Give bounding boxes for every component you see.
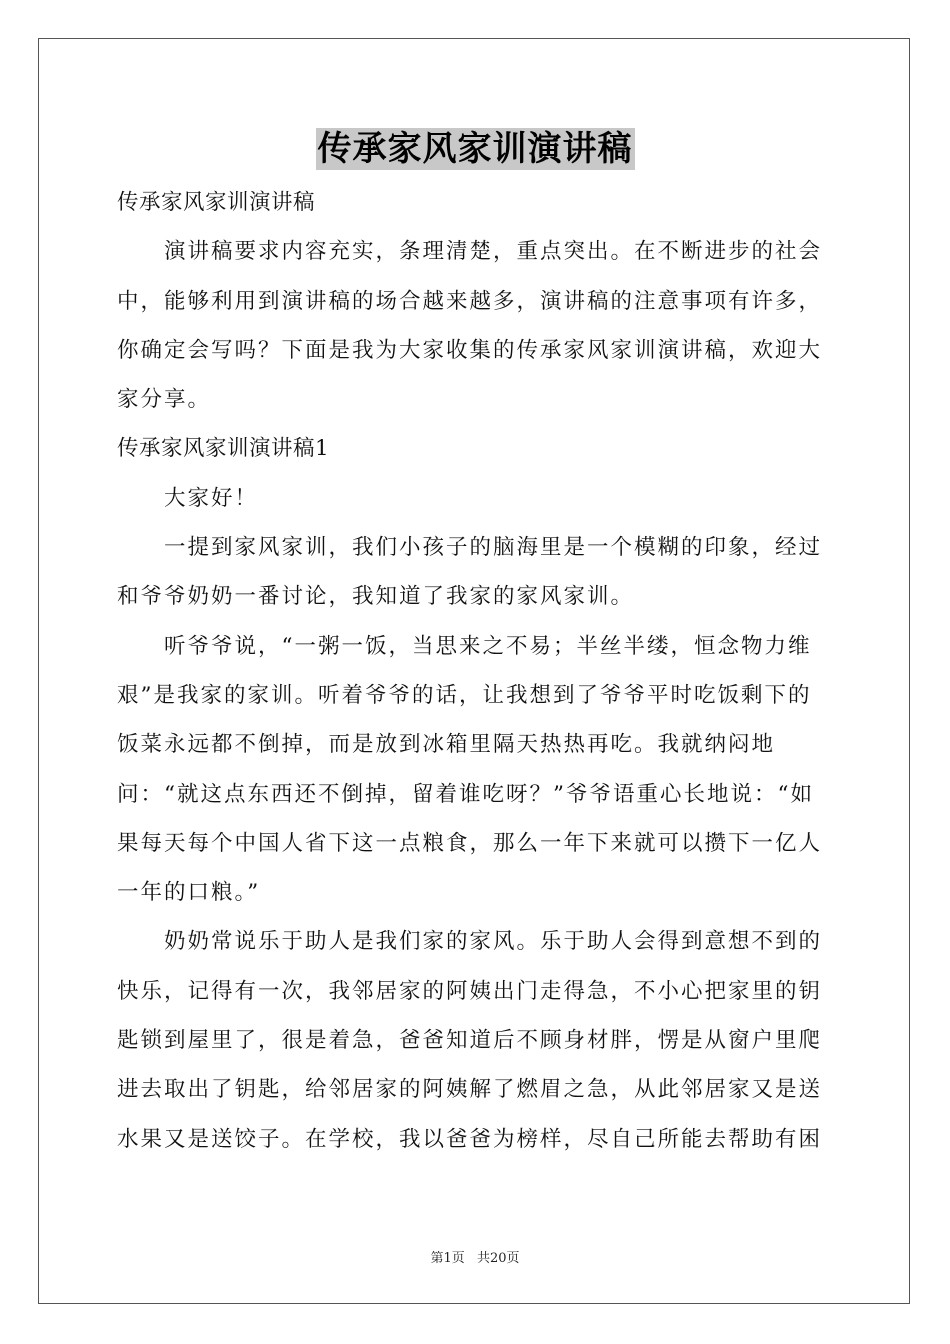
- body-paragraph: 奶奶常说乐于助人是我们家的家风。乐于助人会得到意想不到的快乐，记得有一次，我邻居家的阿姨出门走得急，不小心把家里的钥匙锁到屋里了，很是着急，爸爸知道后不顾身材胖，愣是从窗户里爬进去取出了钥匙，给邻居家的阿姨解了燃眉之急，从此邻居家又是送水果又是送饺子。在学校，我以爸爸为榜样，尽自己所能去帮助有困: [117, 929, 823, 1152]
- body-paragraph: 一提到家风家训，我们小孩子的脑海里是一个模糊的印象，经过和爷爷奶奶一番讨论，我知道了我家的家风家训。: [117, 535, 823, 610]
- subtitle-paragraph: 传承家风家训演讲稿: [117, 190, 316, 215]
- body-paragraph: 听爷爷说，“一粥一饭，当思来之不易；半丝半缕，恒念物力维艰”是我家的家训。听着爷爷的话，让我想到了爷爷平时吃饭剩下的饭菜永远都不倒掉，而是放到冰箱里隔天热热再吃。我就纳闷地问：“就这点东西还不倒掉，留着谁吃呀？”爷爷语重心长地说：“如果每天每个中国人省下这一点粮食，那么一年下来就可以攒下一亿人一年的口粮。”: [117, 633, 823, 906]
- document-title: [0, 128, 950, 170]
- section-heading: 传承家风家训演讲稿1: [117, 436, 330, 462]
- document-body: [117, 178, 833, 1164]
- intro-paragraph: 演讲稿要求内容充实，条理清楚，重点突出。在不断进步的社会中，能够利用到演讲稿的场合越来越多，演讲稿的注意事项有许多，你确定会写吗？下面是我为大家收集的传承家风家训演讲稿，欢迎大家分享。: [117, 239, 823, 413]
- greeting-paragraph: 大家好！: [164, 485, 259, 511]
- page-total: 共20页: [476, 1251, 520, 1266]
- page-number: 第1页: [430, 1251, 465, 1266]
- page-footer: [0, 1247, 950, 1266]
- document-title-text: 传承家风家训演讲稿: [317, 129, 633, 169]
